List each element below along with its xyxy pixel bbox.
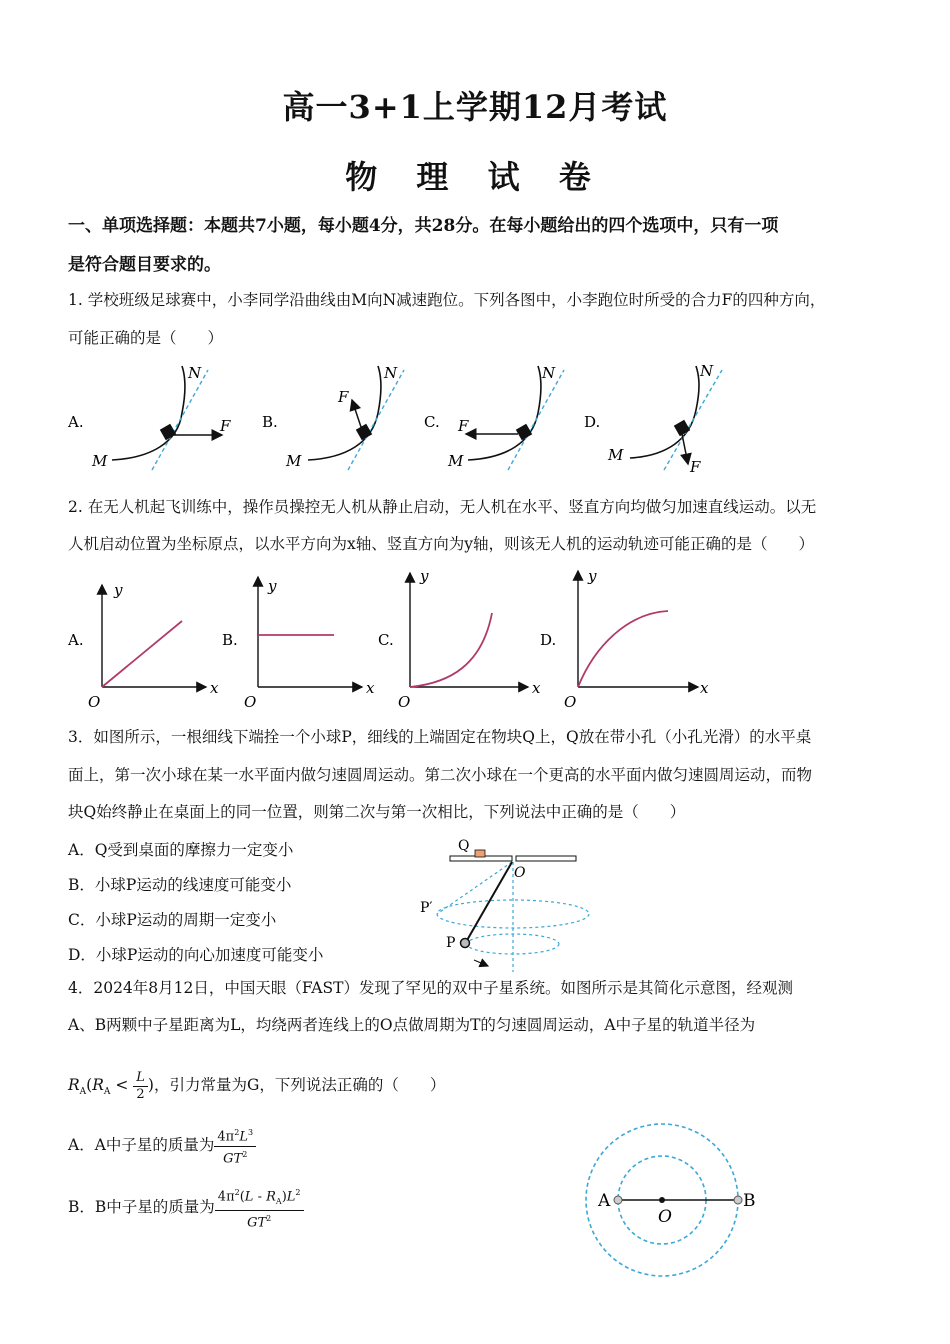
q1-stem-line1: 1. 学校班级足球赛中，小李同学沿曲线由M向N减速跑位。下列各图中，小李跑位时所受的合力F的四种方向， (68, 291, 826, 309)
q1-option-b: B. (262, 413, 278, 431)
exam-title: 高一3+1上学期12月考试 (282, 88, 668, 126)
q2-stem-line2: 人机启动位置为坐标原点，以水平方向为x轴、竖直方向为y轴，则该无人机的运动轨迹可能正确的是（ ） (68, 535, 815, 553)
svg-text:y: y (588, 567, 597, 585)
svg-text:y: y (420, 567, 429, 585)
q4-stem-line2: A、B两颗中子星距离为L，均绕两者连线上的O点做周期为T的匀速圆周运动，A中子星的轨道半径为 (68, 1016, 756, 1034)
q4-ra-formula: $R_A(R_A$ < $\frac{L}{2}$ ) (68, 1069, 154, 1102)
q1-figures (0, 358, 950, 478)
q4-option-a-formula: $\frac{4\pi^2L^3}{GT^2}$ (214, 1125, 256, 1167)
q2-stem-line1: 2. 在无人机起飞训练中，操作员操控无人机从静止启动，无人机在水平、竖直方向均做匀加速直线运动。以无 (68, 498, 817, 516)
q4-stem-line1: 4．2024年8月12日，中国天眼（FAST）发现了罕见的双中子星系统。如图所示是其简化示意图，经观测 (68, 979, 793, 997)
q2-figure-a (67, 581, 219, 711)
q3-stem-line2: 面上，第一次小球在某一水平面内做匀速圆周运动。第二次小球在一个更高的水平面内做匀速圆周运动，而物 (68, 766, 813, 784)
svg-text:B: B (743, 1191, 756, 1211)
svg-text:N: N (384, 364, 398, 382)
svg-text:M: M (286, 452, 302, 470)
q1-figure-b (262, 364, 404, 470)
svg-text:P: P (446, 935, 456, 951)
svg-text:x: x (210, 679, 219, 697)
svg-text:N: N (542, 364, 556, 382)
svg-text:x: x (700, 679, 709, 697)
svg-text:F: F (338, 388, 349, 406)
svg-text:M: M (608, 446, 624, 464)
svg-text:F: F (458, 417, 469, 435)
q2-option-a: A. (68, 631, 84, 649)
q4-option-b: B．B中子星的质量为 $\frac{4\pi^2(L - R_A)L^2}{GT^2}$ (68, 1185, 304, 1231)
q3-option-c: C．小球P运动的周期一定变小 (68, 911, 277, 929)
svg-text:N: N (700, 362, 714, 380)
svg-text:O: O (244, 693, 257, 711)
section1-heading-line2: 是符合题目要求的。 (68, 255, 221, 275)
svg-text:x: x (532, 679, 541, 697)
q1-stem-line2: 可能正确的是（ ） (68, 329, 224, 347)
q3-option-a: A．Q受到桌面的摩擦力一定变小 (68, 841, 294, 859)
svg-text:O: O (658, 1207, 672, 1227)
q3-stem-line3: 块Q始终静止在桌面上的同一位置，则第二次与第一次相比，下列说法中正确的是（ ） (68, 803, 686, 821)
svg-text:y: y (268, 577, 277, 595)
q1-figure-a (67, 364, 231, 470)
q2-figure-d (540, 567, 709, 711)
svg-text:Q: Q (458, 838, 470, 854)
q4-figure (578, 1122, 778, 1282)
q2-option-d: D. (540, 631, 557, 649)
q3-stem-line1: 3．如图所示，一根细线下端拴一个小球P，细线的上端固定在物块Q上，Q放在带小孔（小孔光滑）的水平桌 (68, 728, 812, 746)
q4-option-b-formula: $\frac{4\pi^2(L - R_A)L^2}{GT^2}$ (215, 1185, 304, 1231)
q3-option-d: D．小球P运动的向心加速度可能变小 (68, 946, 324, 964)
svg-text:M: M (448, 452, 464, 470)
q1-figure-d (584, 362, 722, 476)
q2-figure-c (378, 567, 541, 711)
q2-figures (0, 565, 950, 715)
svg-text:y: y (114, 581, 123, 599)
svg-text:F: F (220, 417, 231, 435)
q1-figure-c (424, 364, 564, 470)
svg-text:O: O (514, 865, 526, 881)
subject-title: 物 理 试 卷 (345, 158, 605, 196)
q4-stem-line3: $R_A(R_A$ < $\frac{L}{2}$ )，引力常量为G，下列说法正确的（ ） (68, 1069, 446, 1102)
q3-figure (410, 834, 600, 974)
svg-text:N: N (188, 364, 202, 382)
svg-text:O: O (88, 693, 101, 711)
svg-text:P′: P′ (420, 900, 433, 916)
svg-text:x: x (366, 679, 375, 697)
q4-option-a: A．A中子星的质量为 $\frac{4\pi^2L^3}{GT^2}$ (68, 1125, 256, 1167)
q2-option-c: C. (378, 631, 394, 649)
q1-option-a: A. (68, 413, 84, 431)
q2-figure-b (222, 577, 375, 711)
svg-text:A: A (598, 1191, 611, 1211)
q1-option-c: C. (424, 413, 440, 431)
svg-text:F: F (690, 458, 701, 476)
svg-text:O: O (398, 693, 411, 711)
q1-option-d: D. (584, 413, 601, 431)
section1-heading-line1: 一、单项选择题：本题共7小题，每小题4分，共28分。在每小题给出的四个选项中，只有一项 (68, 216, 779, 236)
svg-text:O: O (564, 693, 577, 711)
q2-option-b: B. (222, 631, 238, 649)
svg-text:M: M (92, 452, 108, 470)
q3-option-b: B．小球P运动的线速度可能变小 (68, 876, 292, 894)
